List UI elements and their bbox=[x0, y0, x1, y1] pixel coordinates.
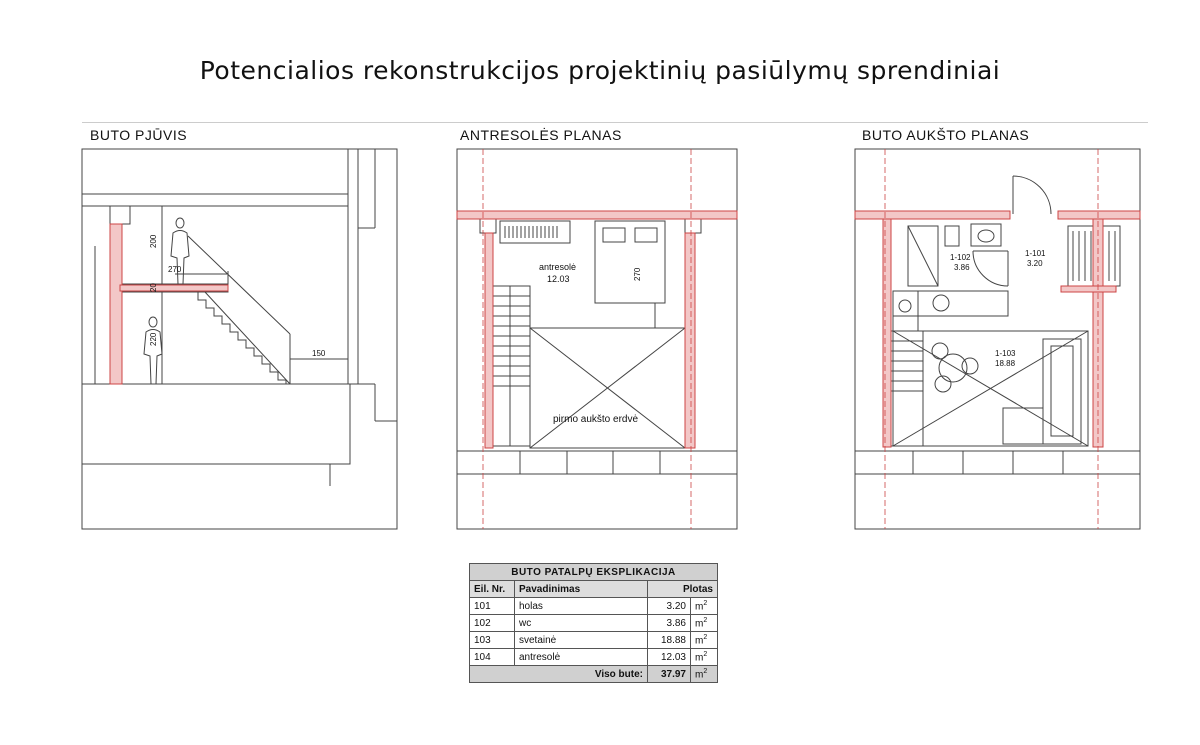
room-101-id: 1-101 bbox=[1025, 249, 1046, 258]
table-row bbox=[470, 598, 718, 615]
bed-dim: 270 bbox=[633, 267, 642, 281]
room-103-area: 18.88 bbox=[995, 359, 1016, 368]
row-name: antresolė bbox=[515, 649, 648, 666]
title-divider bbox=[82, 122, 1148, 123]
row-unit: $m^2$ bbox=[691, 632, 718, 649]
floor-plan-drawing bbox=[853, 146, 1143, 531]
section-title: BUTO PJŪVIS bbox=[90, 127, 188, 143]
dim-220: 220 bbox=[149, 332, 158, 346]
room-101-area: 3.20 bbox=[1027, 259, 1043, 268]
room-103-id: 1-103 bbox=[995, 349, 1016, 358]
total-unit: $m^2$ bbox=[691, 666, 718, 683]
room-explication-table bbox=[469, 563, 718, 683]
table-row bbox=[470, 615, 718, 632]
page-title: Potencialios rekonstrukcijos projektinių pasiūlymų sprendiniai bbox=[199, 56, 1001, 85]
row-unit: $m^2$ bbox=[691, 598, 718, 615]
row-no: 101 bbox=[470, 598, 515, 615]
row-unit: $m^2$ bbox=[691, 649, 718, 666]
row-no: 104 bbox=[470, 649, 515, 666]
row-no: 102 bbox=[470, 615, 515, 632]
section-drawing bbox=[80, 146, 400, 531]
dim-150: 150 bbox=[312, 349, 326, 358]
table-row bbox=[470, 632, 718, 649]
mezz-room-name: antresolė bbox=[539, 262, 577, 272]
row-area: 3.20 bbox=[648, 598, 691, 615]
total-row bbox=[470, 666, 718, 683]
floor-plan-title: BUTO AUKŠTO PLANAS bbox=[862, 127, 1030, 143]
table-caption: BUTO PATALPŲ EKSPLIKACIJA bbox=[470, 564, 718, 581]
dim-270: 270 bbox=[168, 265, 182, 274]
row-name: svetainė bbox=[515, 632, 648, 649]
room-102-id: 1-102 bbox=[950, 253, 971, 262]
void-label: pirmo aukšto erdvė bbox=[553, 414, 639, 425]
dim-200: 200 bbox=[149, 234, 158, 248]
row-name: holas bbox=[515, 598, 648, 615]
col-no-header: Eil. Nr. bbox=[470, 581, 515, 598]
row-name: wc bbox=[515, 615, 648, 632]
col-area-header: Plotas bbox=[648, 581, 718, 598]
mezzanine-title: ANTRESOLĖS PLANAS bbox=[460, 127, 622, 143]
mezz-room-area: 12.03 bbox=[547, 274, 570, 284]
col-name-header: Pavadinimas bbox=[515, 581, 648, 598]
row-unit: $m^2$ bbox=[691, 615, 718, 632]
mezzanine-plan-drawing bbox=[455, 146, 740, 531]
total-value: 37.97 bbox=[648, 666, 691, 683]
row-no: 103 bbox=[470, 632, 515, 649]
room-102-area: 3.86 bbox=[954, 263, 970, 272]
row-area: 18.88 bbox=[648, 632, 691, 649]
row-area: 12.03 bbox=[648, 649, 691, 666]
total-label: Viso bute: bbox=[470, 666, 648, 683]
table-row bbox=[470, 649, 718, 666]
row-area: 3.86 bbox=[648, 615, 691, 632]
dim-20: 20 bbox=[149, 283, 158, 292]
